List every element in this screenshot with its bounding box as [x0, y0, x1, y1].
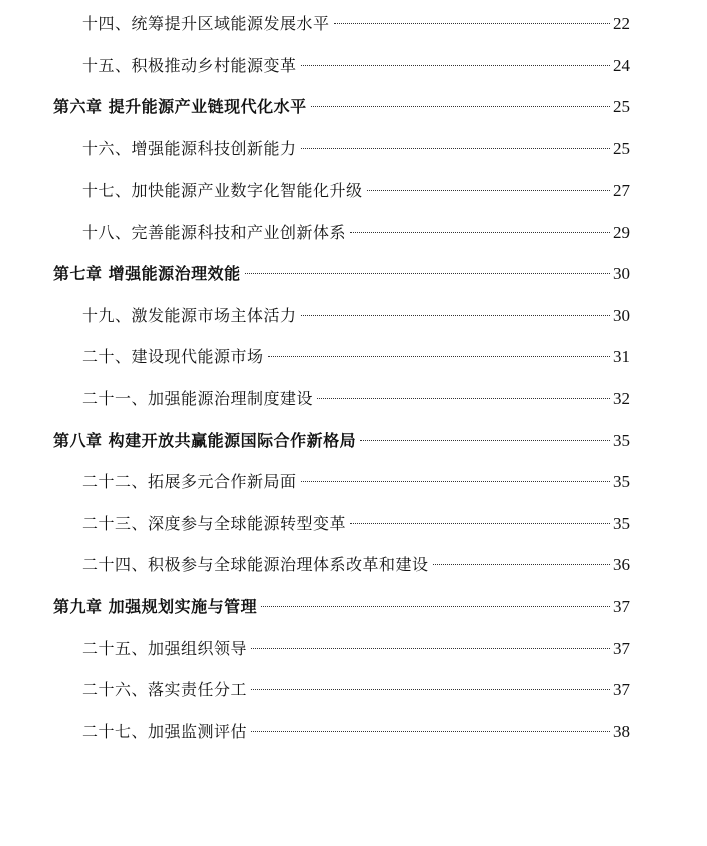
toc-entry-title: 十七、加快能源产业数字化智能化升级	[82, 181, 363, 200]
toc-page-number: 30	[613, 306, 630, 325]
toc-entry-title: 二十六、落实责任分工	[82, 680, 248, 699]
toc-entry[interactable]	[82, 677, 630, 703]
toc-entry-title: 二十一、加强能源治理制度建设	[82, 389, 314, 408]
toc-page-number: 24	[613, 56, 630, 75]
toc-entry[interactable]	[82, 178, 630, 204]
toc-entry-title: 十四、统筹提升区域能源发展水平	[82, 14, 330, 33]
toc-page-number: 27	[613, 181, 630, 200]
toc-chapter-entry[interactable]	[53, 94, 630, 120]
dot-leader	[261, 606, 610, 607]
toc-entry[interactable]	[82, 719, 630, 745]
toc-entry[interactable]	[82, 53, 630, 79]
toc-entry-title: 十九、激发能源市场主体活力	[82, 306, 297, 325]
toc-chapter-title: 第八章 构建开放共赢能源国际合作新格局	[53, 431, 357, 450]
toc-entry[interactable]	[82, 511, 630, 537]
toc-page-number: 37	[613, 639, 630, 658]
dot-leader	[350, 232, 610, 233]
dot-leader	[251, 689, 610, 690]
toc-page-number: 38	[613, 722, 630, 741]
toc-entry-title: 二十二、拓展多元合作新局面	[82, 472, 297, 491]
dot-leader	[311, 106, 610, 107]
toc-entry[interactable]	[82, 136, 630, 162]
toc-entry[interactable]	[82, 303, 630, 329]
toc-entry-title: 二十五、加强组织领导	[82, 639, 248, 658]
toc-chapter-entry[interactable]	[53, 594, 630, 620]
dot-leader	[251, 731, 610, 732]
dot-leader	[433, 564, 610, 565]
toc-entry[interactable]	[82, 386, 630, 412]
toc-page-number: 25	[613, 97, 630, 116]
toc-chapter-entry[interactable]	[53, 428, 630, 454]
toc-chapter-title: 第九章 加强规划实施与管理	[53, 597, 258, 616]
toc-entry-title: 十五、积极推动乡村能源变革	[82, 56, 297, 75]
dot-leader	[367, 190, 610, 191]
dot-leader	[301, 65, 610, 66]
dot-leader	[360, 440, 610, 441]
toc-chapter-entry[interactable]	[53, 261, 630, 287]
toc-entry-title: 二十七、加强监测评估	[82, 722, 248, 741]
dot-leader	[301, 481, 610, 482]
toc-entry[interactable]	[82, 344, 630, 370]
dot-leader	[301, 315, 610, 316]
toc-entry-title: 二十四、积极参与全球能源治理体系改革和建设	[82, 555, 429, 574]
toc-page-number: 25	[613, 139, 630, 158]
toc-page-number: 22	[613, 14, 630, 33]
toc-page-number: 35	[613, 431, 630, 450]
toc-entry[interactable]	[82, 11, 630, 37]
dot-leader	[245, 273, 610, 274]
toc-page-number: 36	[613, 555, 630, 574]
toc-page-number: 37	[613, 680, 630, 699]
toc-entry-title: 二十、建设现代能源市场	[82, 347, 264, 366]
toc-page-number: 30	[613, 264, 630, 283]
toc-page-number: 35	[613, 514, 630, 533]
dot-leader	[350, 523, 610, 524]
dot-leader	[301, 148, 610, 149]
toc-page-number: 32	[613, 389, 630, 408]
dot-leader	[334, 23, 610, 24]
toc-entry[interactable]	[82, 636, 630, 662]
toc-page-number: 29	[613, 223, 630, 242]
toc-chapter-title: 第七章 增强能源治理效能	[53, 264, 241, 283]
toc-entry[interactable]	[82, 552, 630, 578]
toc-page-number: 37	[613, 597, 630, 616]
toc-entry-title: 二十三、深度参与全球能源转型变革	[82, 514, 347, 533]
dot-leader	[268, 356, 610, 357]
toc-entry[interactable]	[82, 220, 630, 246]
dot-leader	[317, 398, 610, 399]
toc-entry-title: 十八、完善能源科技和产业创新体系	[82, 223, 347, 242]
toc-page-number: 31	[613, 347, 630, 366]
toc-entry[interactable]	[82, 469, 630, 495]
dot-leader	[251, 648, 610, 649]
toc-entry-title: 十六、增强能源科技创新能力	[82, 139, 297, 158]
toc-page-number: 35	[613, 472, 630, 491]
toc-chapter-title: 第六章 提升能源产业链现代化水平	[53, 97, 307, 116]
